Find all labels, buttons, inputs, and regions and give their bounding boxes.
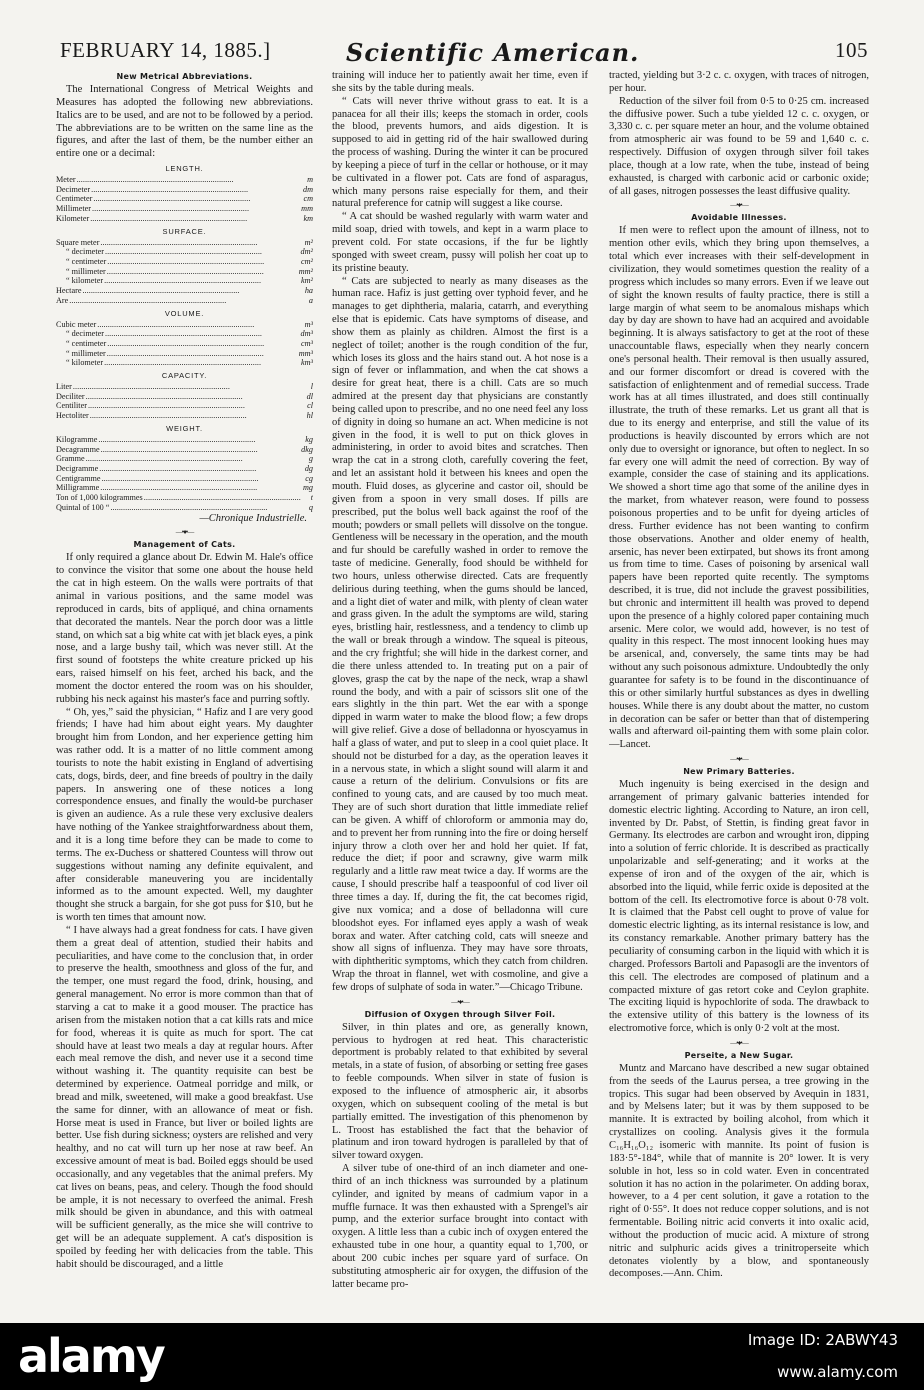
unit-name: Deciliter (56, 391, 85, 401)
table-row (56, 358, 313, 368)
paragraph: A silver tube of one-third of an inch diameter and one-third of an inch thickness was surrounded by a platinum cylinder, and ignited by means of cadmium vapor in a muffle furnace. It was then exhausted with a Sprengel's air pump, and the exterior surface brought into contact with oxygen. A little less than a cubic inch of oxygen entered the exhausted tube in one hour, a quantity equal to 1,700, or about 200 cubic inches per square yard of surface. On substituting atmospheric air for oxygen, the diffusion of the latter became pro- (332, 1163, 588, 1290)
paragraph: “ I have always had a great fondness for cats. I have given them a great deal of attention, studied their habits and peculiarities, and have come to the conclusion that, in order to preserve the health, smoothness and gloss of the fur, and the temper, one must regard the food, drink, housing, and general management. No error is more common than that of starving a cat to make it a good mouser. The practice has arisen from the mistaken notion that a cat kills rats and mice for food, whereas it is quite as much for sport. The cat should have at least two meals a day at regular hours. After each meal remove the dish, and never use it a second time without washing it. The quantity requisite can best be determined by experience. Oatmeal porridge and milk, or bread and milk, sweetened, will make a good breakfast. Use the same for dinner, with an allowance of meat or fish. Horse meat is used in France, but liver or boiled lights are better. Use fish during sickness; oysters are relished and very healthy, and no cat will turn up her nose at raw beef. An excessive amount of meat is bad. Boiled eggs should be used occasionally, and any vegetables that the animal prefers. My cat lives on beans, peas, and celery. Though the food should be ample, it is not necessary to overfeed the animal. Fresh milk should be given in abundance, and this with oatmeal will be sufficient generally, as the mice she will contrive to get will be an adequate supplement. A cat's disposition is spoiled by feeding her with delicacies from the table. This habit should be discouraged, and a little (56, 924, 313, 1270)
unit-abbreviation: dm² (300, 247, 313, 257)
unit-name: “ millimeter (66, 348, 106, 358)
article-source: —Chronique Industrielle. (199, 513, 307, 525)
unit-abbreviation: cg (305, 473, 313, 483)
unit-name: Gramme (56, 454, 85, 464)
unit-abbreviation: dkg (301, 444, 313, 454)
paragraph: “ A cat should be washed regularly with warm water and mild soap, dried with towels, and kept in a warm place to prevent cold. For state occasions, if the fur be lightly sponged with sweet cream, pussy will polish her coat up to its pristine beauty. (332, 211, 588, 274)
batteries-article (609, 779, 869, 1036)
cats-article-part-2 (332, 70, 588, 995)
unit-abbreviation: hl (306, 411, 313, 421)
paragraph: “ Oh, yes,” said the physician, “ Hafiz and I are very good friends; I have had him about eight years. My daughter brought him from London, and her experience getting him was rather odd. It is a matter of no little comment among tourists to note the habit existing in England of advertising cats, dogs, birds, deer, and fine breeds of poultry in the daily papers. In answering one of these notices a long correspondence ensues, and finally the would-be purchaser is given an audience. As a rule these very exclusive dealers have nothing of the Yankee straightforwardness about them, and it is a long time before they can be made to come to terms. The ex-Duchess or shattered Countess will throw out suggestions without naming any definite equivalent, and after considerable maneuvering you are incidentally informed as to the amount expected. Well, my daughter thought she struck a bargain, for she got puss for $10, but he is worth ten times that amount now. (56, 706, 313, 924)
leader-dots (97, 320, 302, 330)
unit-name: Decagramme (56, 444, 100, 454)
unit-name: “ kilometer (66, 358, 104, 368)
table-row (56, 382, 313, 392)
unit-name: “ centimeter (66, 338, 107, 348)
table-row (56, 392, 313, 402)
unit-name: Quintal of 100 “ (56, 502, 110, 512)
table-section-title: SURFACE. (162, 226, 207, 236)
table-row (56, 329, 313, 339)
unit-abbreviation: ha (304, 286, 313, 296)
unit-abbreviation: mm³ (298, 348, 313, 358)
leader-dots (98, 435, 303, 445)
unit-abbreviation: l (310, 382, 313, 392)
unit-abbreviation: t (310, 493, 313, 503)
section-ornament: —•♦•— (730, 1038, 748, 1047)
unit-abbreviation: m³ (304, 319, 313, 329)
unit-name: Cubic meter (56, 319, 97, 329)
paragraph: training will induce her to patiently await her time, even if she sits by the table during meals. (332, 70, 588, 94)
issue-date: FEBRUARY 14, 1885.] (60, 38, 271, 62)
table-row (56, 194, 313, 204)
table-row (56, 204, 313, 214)
unit-abbreviation: mg (302, 483, 313, 493)
unit-name: Millimeter (56, 204, 92, 214)
unit-name: Are (56, 295, 69, 305)
leader-dots (82, 286, 302, 296)
table-row (56, 175, 313, 185)
article-heading-batteries: New Primary Batteries. (683, 767, 795, 777)
abbreviations-table (56, 163, 313, 512)
leader-dots (104, 358, 299, 368)
unit-name: “ decimeter (66, 329, 104, 339)
table-row (56, 276, 313, 286)
table-row (56, 286, 313, 296)
table-row (56, 296, 313, 306)
table-row (56, 339, 313, 349)
oxygen-article-part-2 (609, 70, 869, 198)
paragraph: Much ingenuity is being exercised in the design and arrangement of primary galvanic batteries intended for domestic electric lighting. According to Nature, an iron cell, invented by Dr. Pabst, of Stettin, is finding great favor in Germany. Its electrodes are carbon and wrought iron, dipping into a solution of ferric chloride. It is described as practically unpolarizable and self-generating; and it works at the expense of iron and of the oxygen of the air, which is absorbed into the liquid, while ferric oxide is deposited at the bottom of the cell. Its electromotive force is about 0·78 volt. It is claimed that the Pabst cell ought to prove of value for domestic electric lighting, as its internal resistance is low, and its constancy remarkable. Another primary battery has the peculiarity of consuming carbon in the liquid with which it is charged. Professors Bartoli and Papasogli are the inventors of this cell. The electrodes are composed of platinum and a compacted mixture of gas retort coke and Ceylon graphite. The exciting liquid is hypochlorite of soda. The drawback to the extensive utility of this battery is the lowness of its electromotive force, which is only 0·2 volt at the most. (609, 779, 869, 1035)
table-section-title: CAPACITY. (161, 371, 208, 381)
unit-name: Ton of 1,000 kilogrammes (56, 493, 143, 503)
unit-abbreviation: q (308, 502, 313, 512)
unit-abbreviation: m² (304, 237, 313, 247)
unit-abbreviation: km³ (300, 358, 313, 368)
unit-name: Decigramme (56, 463, 99, 473)
leader-dots (90, 411, 305, 421)
watermark-url: www.alamy.com (777, 1363, 898, 1381)
table-row (56, 247, 313, 257)
table-row (56, 454, 313, 464)
leader-dots (144, 493, 309, 503)
leader-dots (102, 474, 304, 484)
paragraph: Reduction of the silver foil from 0·5 to 0·25 cm. increased the diffusive power. Such a tube yielded 12 c. c. oxygen, or 3,330 c. c. per square meter an hour, and the volume obtained from atmospheric air was found to be 59 and 1,640 c. c. respectively. Diffusion of oxygen through silver foil takes place, though at a low rate, when the tube, instead of being exhausted, is charged with carbonic acid or carbonic oxide; of all gases, nitrogen possesses the least diffusive quality. (609, 95, 869, 197)
leader-dots (86, 454, 307, 464)
paragraph: If only required a glance about Dr. Edwin M. Hale's office to convince the visitor that some one about the house held the cat in high esteem. On the walls were portraits of that animal in various positions, and the same model was reproduced in cards, bits of appliqué, and china ornaments that decorated the mantels. Near the porch door was a little stand, on which sat a big white cat with jet black eyes, a pink nose, and a large bushy tail, which was never still. At the first sound of footsteps the white creature pricked up his ears, raised himself on his feet, arched his back, and the moment the doctor entered the room was on his shoulder, rubbing his neck against his master's face and purring softly. (56, 552, 313, 705)
paragraph: “ Cats are subjected to nearly as many diseases as the human race. Hafiz is just getting over typhoid fever, and he manages to get diphtheria, malaria, catarrh, and everything else that is epidemic. Cats have symptoms of disease, and show them as plainly as children. Almost the first is a neglect of toilet; another is the rough condition of the fur, which loses its gloss and the hairs stand out. A hot nose is a sign of fever or inflammation, and when the cat shows a desire for great heat, there is a chill. Cats are so much admired at the present day that physicians are constantly being called upon to prescribe, and no one need feel any loss of dignity in doing so humane an act. When medicine is not given in the food, it is well to put on thick gloves in administering, in order to avoid bites and scratches. Then wrap the cat in a strong cloth, carefully covering the feet, and let an assistant hold it between his knees and open the mouth. Fluid doses, as glycerine and castor oil, should be given from a spoon in very small doses. If pills are prescribed, put the bolus well back against the roof of the mouth; powders or small pellets will dissolve on the tongue. Gentleness will be necessary in the operation, and the mouth and fur should be carefully washed in order to remove the taste of medicine. Generally, food should be withheld for two hours, unless otherwise directed. Cats are frequently delirious during teething, when the gums should be lanced, and a light diet of water and milk, with plenty of clean water and grass given. In the adult the symptoms are wild, staring eyes, bristling hair, restlessness, and a tendency to climb up the wall or break through a window. The squeal is piteous, and the cry frightful; she will hide in the darkest corner, and die there unless attended to. In treating put on a pair of gloves, grasp the cat by the nape of the neck, wrap a shawl round the body, and with a pair of scissors slit one of the ears slightly in the thin part. Wet the ear with a sponge dipped in warm water to make the blood flow; a few drops will give relief. Give a dose of belladonna or hyoscyamus in half a glass of water, and put to sleep in a cool quiet place. It should not be disturbed for a day, as the operation leaves it in a nervous state, in which a slight sound will alarm it and cause a return of the delirium. Convulsions or fits are confined to young cats, and are caused by too much meat. They are of such short duration that little immediate relief can be given. A whiff of chloroform or ammonia may do, and to prevent her from running into the fire or doing herself injury throw a cloth over her and hold her quiet. If fat, reduce the diet; if poor and scrawny, give warm milk regularly and a little raw meat twice a day. If worms are the cause, I should prescribe half a teaspoonful of cod liver oil three times a day. If, during the fit, the cat becomes rigid, give nux vomica; and a dose of belladonna will cure bloodshot eyes. For inflamed eyes apply a wash of weak borax and water. After catching cold, cats will sneeze and show all signs of influenza. They may have sore throats, with diphtheritic symptoms, which they catch from children. Wrap the throat in flannel, wet with cosmoline, and give a few drops of sulphate of soda in water.”—Chicago Tribune. (332, 275, 588, 993)
unit-name: Square meter (56, 237, 100, 247)
unit-name: Centigramme (56, 473, 101, 483)
leader-dots (107, 267, 297, 277)
unit-abbreviation: dg (304, 463, 313, 473)
unit-name: “ centimeter (66, 256, 107, 266)
column-2 (332, 70, 588, 1315)
table-row (56, 238, 313, 248)
table-row (56, 267, 313, 277)
unit-name: Centimeter (56, 194, 93, 204)
leader-dots (93, 194, 301, 204)
leader-dots (92, 204, 299, 214)
leader-dots (73, 382, 309, 392)
leader-dots (107, 339, 299, 349)
unit-abbreviation: dm (302, 184, 313, 194)
unit-name: Meter (56, 175, 76, 185)
paragraph: tracted, yielding but 3·2 c. c. oxygen, with traces of nitrogen, per hour. (609, 70, 869, 94)
article-heading-illnesses: Avoidable Illnesses. (691, 213, 787, 223)
table-row (56, 483, 313, 493)
unit-name: Centiliter (56, 401, 87, 411)
unit-abbreviation: dm³ (300, 329, 313, 339)
unit-name: Hectoliter (56, 411, 89, 421)
unit-abbreviation: km (303, 213, 313, 223)
unit-abbreviation: a (308, 295, 313, 305)
unit-abbreviation: kg (305, 434, 313, 444)
leader-dots (91, 185, 301, 195)
leader-dots (107, 349, 297, 359)
table-row (56, 401, 313, 411)
unit-abbreviation: cm³ (300, 338, 313, 348)
section-ornament: —•♦•— (451, 997, 469, 1006)
masthead: Scientific American. (346, 38, 640, 67)
leader-dots (100, 483, 301, 493)
cats-article-part-1 (56, 552, 313, 1271)
article-heading-abbreviations: New Metrical Abbreviations. (116, 72, 253, 81)
table-section-title: WEIGHT. (166, 423, 203, 433)
unit-name: Milligramme (56, 483, 100, 493)
table-section-title: VOLUME. (164, 308, 205, 318)
unit-abbreviation: km² (300, 276, 313, 286)
unit-abbreviation: cm² (300, 256, 313, 266)
oxygen-article-part-1 (332, 1022, 588, 1292)
table-row (56, 349, 313, 359)
column-1 (56, 70, 313, 1315)
leader-dots (86, 392, 305, 402)
leader-dots (105, 247, 299, 257)
unit-name: Kilogramme (56, 434, 98, 444)
leader-dots (101, 445, 300, 455)
section-ornament: —•♦•— (175, 528, 194, 537)
leader-dots (99, 464, 303, 474)
leader-dots (110, 503, 306, 513)
unit-name: Decimeter (56, 184, 91, 194)
table-row (56, 185, 313, 195)
unit-abbreviation: cm (303, 194, 313, 204)
alamy-logo: alamy (18, 1329, 164, 1383)
article-heading-oxygen: Diffusion of Oxygen through Silver Foil. (364, 1009, 556, 1019)
unit-name: “ millimeter (66, 266, 106, 276)
paragraph: If men were to reflect upon the amount of illness, not to mention other evils, which they bring upon themselves, a total which ever increases with their self-development in civilization, they would sometimes question the reality of a progress which includes so many errors. Even if we leave out of sight the known results of faulty practice, there is still a large margin of what seem to be anomalous mishaps which day by day are shown to have had an acquired and avoidable beginning. It is always satisfactory to get at the root of these unaccountable flaws, especially when they nearly concern one's personal health. Their removal is then usually assured, and our former discomfort or dread is covered with the satisfaction of enlightenment and of remedial success. Trade work has at all times illustrated, and does still continually illustrate, the truth of these remarks. Let us grant all that is due to its energy and enterprise, and still the value of its productions is heavily discounted by errors which are not only due to oversight or ignorance, but often to neglect. In so far every one will admit the need of correction. By way of example, consider the case of staining and its applications. We showed a short time ago that some of the aniline dyes in the market, from whatever reason, were found to possess poisonous properties and to be unfit for dyeing articles of dress. Further evidence has not been wanting to confirm those observations. Another and older enemy of health, arsenic, has never been extirpated, but shows its front among us from time to time. Cases of poisoning by arsenical wall papers have been reported quite recently. The symptoms described, it is true, did not include the gravest possibilities, but chronic and intermittent ill health was proved to depend upon the presence of a highly colored paper containing much arsenic. Mere color, we would add, however, is no test of quality in this respect. The most innocent looking hues may be arsenical, and, conversely, the same tints may be had without any such poisonous admixture. Undoubtedly the only guarantee for safety is to be found in the discontinuance of this or other similarly hurtful substances as dyes in dwelling houses. While there is any doubt about the matter, no custom in decoration can be safer or better than that of distempering walls and afterward oil-painting them with some plain color.—Lancet. (609, 225, 869, 751)
unit-name: Hectare (56, 286, 82, 296)
article-heading-cats: Management of Cats. (133, 540, 236, 550)
article-heading-sugar: Perseite, a New Sugar. (684, 1050, 794, 1060)
table-row (56, 503, 313, 513)
leader-dots (69, 296, 307, 306)
leader-dots (100, 238, 302, 248)
unit-abbreviation: mm (301, 204, 313, 214)
image-id: Image ID: 2ABWY43 (747, 1331, 898, 1349)
column-3 (609, 70, 869, 1315)
section-ornament: —•♦•— (730, 755, 748, 764)
table-row (56, 411, 313, 421)
table-row (56, 445, 313, 455)
section-ornament: —•♦•— (730, 201, 748, 210)
leader-dots (88, 401, 305, 411)
paragraph: “ Cats will never thrive without grass to eat. It is a panacea for all their ills; keeps the stomach in order, cools the blood, prevents humors, and aids digestion. It is supposed to aid in getting rid of the hair swallowed during the process of washing. During the winter it can be procured by keeping a piece of turf in the cellar or hothouse, or it may be cultivated in a flower pot. Cats are fond of asparagus, which many persons raise especially for them, and their natural preference for catnip will suggest a like course. (332, 95, 588, 210)
leader-dots (107, 257, 299, 267)
unit-abbreviation: dl (306, 391, 313, 401)
illnesses-article (609, 225, 869, 752)
table-row (56, 464, 313, 474)
unit-name: Kilometer (56, 213, 90, 223)
table-row (56, 214, 313, 224)
unit-abbreviation: m (307, 175, 313, 185)
abbreviations-intro: The International Congress of Metrical Weights and Measures has adopted the following new abbreviations. Italics are to be used, and are not to be followed by a period. The abbreviations are to be written on the same line as the figures, and after the last of them, be the number either an entire one or a decimal: (56, 84, 313, 160)
table-section-title: LENGTH. (165, 164, 204, 174)
table-row (56, 474, 313, 484)
table-row (56, 257, 313, 267)
page-number: 105 (835, 38, 868, 62)
leader-dots (105, 329, 299, 339)
unit-abbreviation: mm² (298, 266, 313, 276)
sugar-article (609, 1063, 869, 1281)
table-row (56, 493, 313, 503)
unit-abbreviation: cl (307, 401, 313, 411)
leader-dots (77, 175, 306, 185)
table-row (56, 320, 313, 330)
unit-abbreviation: g (308, 454, 313, 464)
paragraph: Muntz and Marcano have described a new sugar obtained from the seeds of the Laurus persea, a tree growing in the tropics. This sugar had been observed by Avequin in 1831, and by Melsens later; but it was by them supposed to be mannite. It is extracted by boiling alcohol, from which it crystallizes on cooling. Analysis gives it the formula C₁₆H₁₆O₁₂ isomeric with mannite. Its point of fusion is 183·5°-184°, while that of mannite is 20° lower. It is very soluble in hot, less so in cold water. Even in concentrated solution it has no action in the polarimeter. On adding borax, however, to a 4 per cent solution, it gave a rotation to the right of 0·55°. It does not reduce copper solutions, and is not fermentable. Boiling nitric acid converts it into oxalic acid, without the production of mucic acid. A mixture of strong nitric and sulphuric acids gives a trinitroperseite which detonates violently by a blow, and spontaneously decomposes.—Ann. Chim. (609, 1062, 869, 1280)
leader-dots (104, 276, 299, 286)
unit-name: “ decimeter (66, 247, 104, 257)
paragraph: Silver, in thin plates and ore, as generally known, pervious to hydrogen at red heat. This characteristic deportment is probably related to that exhibited by several metals, in a state of fusion, of absorbing or setting free gases to feeble compounds. When silver in state of fusion is exposed to the influence of atmospheric air, it absorbs oxygen, which on subsequent cooling of the metal is but partially emitted. The investigation of this phenomenon by L. Troost has established the fact that the behavior of platinum and iron toward hydrogen is paralleled by that of silver toward oxygen. (332, 1021, 588, 1162)
unit-name: Liter (56, 382, 72, 392)
leader-dots (90, 214, 301, 224)
unit-name: “ kilometer (66, 276, 104, 286)
stock-watermark-bar (0, 1323, 924, 1390)
table-row (56, 435, 313, 445)
